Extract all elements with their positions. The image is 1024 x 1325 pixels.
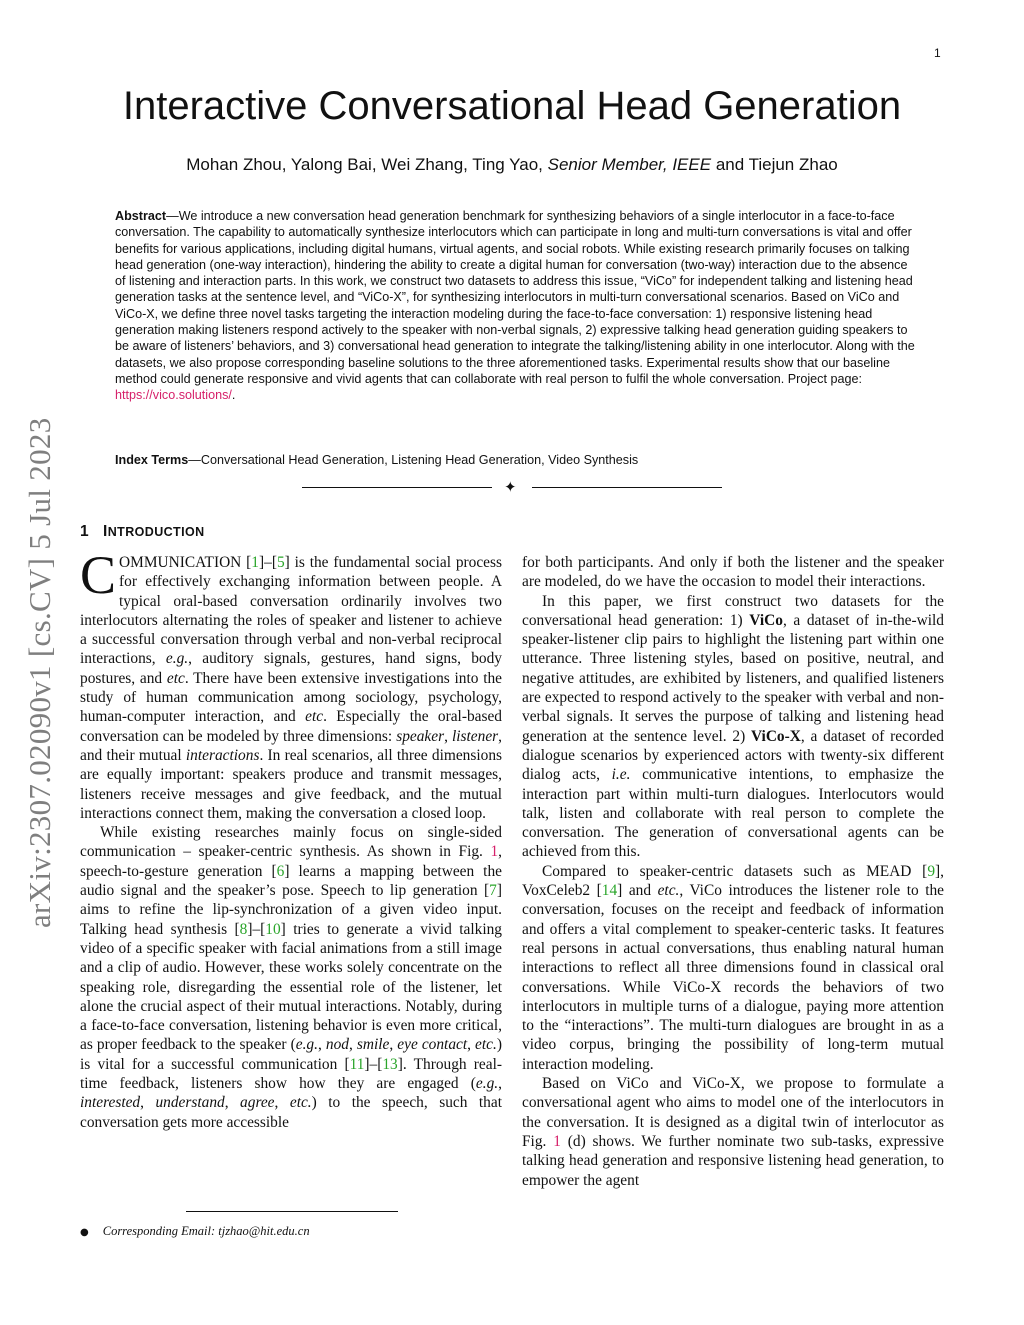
text-span: etc. [657,882,680,900]
text-span: ]–[ [247,920,266,938]
left-column [80,545,503,1132]
citation-link[interactable]: 11 [349,1055,365,1073]
text-span: (d) shows. We further nominate two sub-tasks, expressive talking head generation and responsive listening head generation, to empower the agent [522,1132,944,1189]
citation-link[interactable]: 6 [276,862,285,880]
abstract-text: —We introduce a new conversation head generation benchmark for synthesizing behaviors of a single interlocutor in a face-to-face conversation. The capability to automatically synthesize interlocutors which can participate in long and multi-turn conversations is vital and offer benefits for various applications, including digital humans, virtual agents, and social robots. While existing research primarily focuses on talking head generation (one-way interaction), hindering the ability to create a digital human for conversation (two-way) interaction due to the absence of listening and interaction parts. In this work, we construct two datasets to address this issue, “ViCo” for independent talking and listening head generation tasks at the sentence level, and “ViCo-X”, for synthesizing interlocutors in multi-turn conversational scenarios. Based on ViCo and ViCo-X, we define three novel tasks targeting the interaction modeling during the face-to-face conversation: 1) responsive listening head generation making listeners respond actively to the speaker with non-verbal signals, 2) expressive talking head generation guiding speakers to be aware of listeners’ behaviors, and 3) conversational head generation to integrate the talking/listening ability in one interlocutor. Along with the datasets, we also propose corresponding baseline solutions to the three aforementioned tasks. Experimental results show that our baseline method could generate responsive and vivid agents that can collaborate with real person to fulfil the whole conversation. Project page: [115,209,915,386]
abstract-label: Abstract [115,209,167,223]
text-span: , [224,1094,241,1112]
right-column [522,553,944,1190]
text-span: , [274,1094,290,1112]
text-span: , auditory signals, gestures, hand signs, body postures, and [80,650,502,687]
page-number: 1 [934,46,941,60]
index-terms [115,453,915,467]
paragraph: COMMUNICATION [1]–[5] is the fundamental social process for effectively exchanging information between people. A typical oral-based conversation ordinarily involves two interlocutors alternating the roles of speaker and listener to achieve a successful conversation through verbal and non-verbal reciprocal interactions, e.g., auditory signals, gestures, hand signs, body postures, and etc. There have been extensive investigations into the study of human communication among sociology, psychology, human-computer interaction, and etc. Especially the oral-based conversation can be modeled by three dimensions: speaker, listener, and their mutual interactions. In real scenarios, all three dimensions are equally important: speakers produce and transmit messages, listeners receive messages and give feedback, and the mutual interactions connect them, making the conversation a closed loop. [80,545,503,822]
citation-link[interactable]: 1 [251,554,259,571]
section-title-rest: NTRODUCTION [107,525,205,539]
text-span: ) to the speech, such that conversation gets more accessible [80,1094,502,1131]
text-span: interactions [185,746,260,764]
text-span: nod [325,1036,349,1054]
citation-link[interactable]: 10 [265,920,281,938]
text-span: interested [80,1094,141,1112]
figure-link[interactable]: 1 [490,843,499,861]
text-span: , a dataset of recorded dialogue scenarios by experienced actors with twenty-six different dialog acts, [522,727,944,784]
text-span: etc [305,708,324,726]
abstract-end: . [231,388,236,403]
text-span: Compared to speaker-centric datasets such as MEAD [ [542,862,928,880]
text-span: understand [155,1094,225,1112]
text-span: smile [356,1036,390,1054]
paper-title: Interactive Conversational Head Generation [122,84,902,128]
section-separator [300,478,724,496]
text-span: . In real scenarios, all three dimensions are equally important: speakers produce and transmit messages, listeners receive messages and give feedback, and the mutual interactions connect them, making the conversation a closed loop. [80,746,502,822]
text-span: is the fundamental social process for effectively exchanging information between people. A typical oral-based conversation ordinarily involves two interlocutors alternating the roles of speaker and listener to achieve a successful conversation through verbal and non-verbal reciprocal interactions, [80,554,502,668]
text-span: , [140,1094,156,1112]
paragraph [522,1074,944,1190]
drop-cap: C [80,545,117,605]
project-page-link[interactable]: https://vico.solutions/ [115,388,232,403]
text-span: , speech-to-gesture generation [ [80,843,502,880]
text-span: . Especially the oral-based conversation can be modeled by three dimensions: [80,708,502,745]
section-number: 1 [80,523,90,540]
separator-line-right [532,487,722,488]
abstract [115,208,915,404]
text-span: ViCo [749,611,783,629]
text-span: e.g. [295,1036,318,1054]
text-span: ) is vital for a successful communication [ [80,1036,502,1073]
paragraph: for both participants. And only if both the listener and the speaker are modeled, do we have the occasion to model their interactions. [522,554,944,591]
text-span: . There have been extensive investigations into the study of human communication among sociology, psychology, human-computer interaction, and [80,669,503,726]
footnote-rule [186,1211,398,1212]
text-span: ], VoxCeleb2 [ [522,862,944,900]
text-span: , [498,1075,502,1093]
text-span: , and their mutual [80,727,502,764]
text-span: agree [240,1094,275,1112]
text-span: e.g. [475,1075,499,1093]
paragraph [522,862,944,1074]
paragraph [522,592,944,862]
smallcaps-word: OMMUNICATION [119,554,242,571]
author-list [0,155,1024,175]
text-span: , [444,727,452,745]
text-span: , [389,1036,398,1054]
citation-link[interactable]: 9 [927,862,936,880]
text-span: communicative intentions, to emphasize the interaction part within multi-turn dialogues. Interlocutors would talk, listen and collaborate with real person to complete the conversation. The generation of conversational agents can be achieved from this. [522,766,944,861]
text-span: ] aims to refine the lip-synchronization of a given video input. Talking head synthesis [ [80,882,502,938]
text-span: i.e. [611,766,631,784]
bullet-icon: ● [80,1227,89,1238]
text-span: etc. [289,1094,312,1112]
citation-link[interactable]: 7 [489,882,497,900]
index-terms-text: —Conversational Head Generation, Listening Head Generation, Video Synthesis [188,453,639,467]
paragraph [80,823,502,1132]
text-span: – [264,554,272,571]
text-span: , [467,1036,476,1054]
text-span: , ViCo introduces the listener role to the conversation, focuses on the receipt and feedback of information and offers a vital complement to speaker-centeric tasks. It features real persons in actual conversations, thus enabling natural human interactions to reflect all three dimensions found in classical oral conversations. While ViCo-X records the behaviors of two interlocutors in multiple turns of a dialogue, paying more attention to the “interactions”. The multi-turn dialogues are brought in as a video corpus, bringing the possibility of long-term mutual interaction modeling. [522,882,945,1073]
text-span: ViCo-X [751,727,801,745]
figure-link[interactable]: 1 [553,1132,561,1150]
author-last: and Tiejun Zhao [715,155,838,174]
text-span: e.g. [165,650,189,668]
section-first-letter: I [103,523,108,540]
text-span: etc. [475,1036,497,1054]
text-span: , [317,1036,326,1054]
citation-link[interactable]: 8 [239,920,248,938]
text-span: etc [166,669,185,687]
separator-line-left [302,487,492,488]
text-span: eye contact [397,1036,468,1054]
text-span: ]. Through real-time feedback, listeners show how they are engaged ( [80,1055,502,1093]
section-heading [80,523,205,541]
author-role: Senior Member, IEEE [547,155,712,174]
separator-diamond-icon: ✦ [504,478,517,496]
footnote-text: Corresponding Email: tjzhao@hit.edu.cn [102,1224,310,1238]
index-terms-label: Index Terms [115,453,189,467]
footnote [80,1224,310,1239]
text-span: , a dataset of in-the-wild speaker-listener clip pairs to highlight the listening part within one utterance. Three listening styles, based on positive, neutral, and negative attitudes, are exhibited by listeners, and qualified listeners are expected to respond actively to the speaker with verbal and non-verbal signals. It serves the purpose of talking and listening head generation at the sentence level. 2) [522,611,944,745]
text-span: , [348,1036,357,1054]
text-span: ] tries to generate a vivid talking video of a specific speaker with facial animations from a still image and a clip of audio. However, these works solely concentrate on the speaking role, disregarding the essential role of the listener, let alone the crucial aspect of their mutual interactions. Notably, during a face-to-face conversation, listening behavior is even more critical, as proper feedback to the speaker ( [80,920,502,1054]
text-span: While existing researches mainly focus on single-sided communication – speaker-centric synthesis. As shown in Fig. [80,824,502,861]
citation-link[interactable]: 13 [382,1055,398,1073]
author-names: Mohan Zhou, Yalong Bai, Wei Zhang, Ting Yao, [186,155,543,174]
text-span: listener [451,727,499,745]
citation-link[interactable]: 14 [601,882,618,900]
text-span: ]–[ [364,1055,383,1073]
text-span: In this paper, we first construct two datasets for the conversational head generation: 1) [522,592,944,629]
text-span: speaker [396,727,445,745]
text-span: ] and [617,882,658,900]
text-span: Based on ViCo and ViCo-X, we propose to formulate a conversational agent who aims to model one of the interlocutors in the conversation. It is designed as a digital twin of interlocutor as Fig. [522,1075,944,1150]
citation-link[interactable]: 5 [276,554,285,571]
arxiv-watermark: arXiv:2307.02090v1 [cs.CV] 5 Jul 2023 [22,417,57,928]
text-span: ] learns a mapping between the audio signal and the speaker’s pose. Speech to lip generation [ [80,862,502,900]
